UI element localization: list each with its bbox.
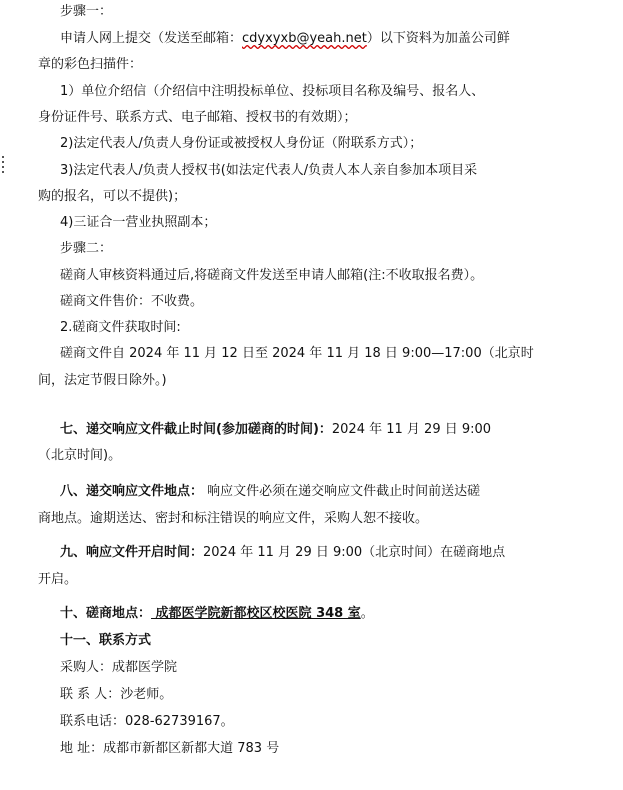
- step2-paragraph: 磋商人审核资料通过后,将磋商文件发送至申请人邮箱(注:不收取报名费）。: [60, 268, 484, 283]
- purchaser-line: 采购人：成都医学院: [60, 660, 178, 675]
- item1-line1: 1）单位介绍信（介绍信中注明投标单位、投标项目名称及编号、报名人、: [60, 84, 485, 99]
- margin-drag-handle[interactable]: [2, 156, 5, 176]
- section10-line: [60, 604, 374, 624]
- section7-title: 七、递交响应文件截止时间(参加磋商的时间)：: [60, 422, 332, 437]
- item4: 4)三证合一营业执照副本；: [60, 215, 217, 230]
- item1-line2: 身份证件号、联系方式、电子邮箱、授权书的有效期）；: [38, 110, 357, 125]
- time-line2: 间，法定节假日除外。): [38, 373, 167, 388]
- step2-heading: 步骤二：: [60, 241, 113, 256]
- section8-line2: 商地点。逾期送达、密封和标注错误的响应文件，采购人恕不接收。: [38, 511, 429, 526]
- section10-title: 十、磋商地点：: [60, 606, 152, 621]
- item2: 2)法定代表人/负责人身份证或被授权人身份证（附联系方式）；: [60, 136, 423, 151]
- section11-title: 十一、联系方式: [60, 633, 152, 648]
- section10-location: 成都医学院新都校区校医院 348 室: [151, 606, 361, 621]
- phone-line: 联系电话：028-62739167。: [60, 714, 234, 729]
- section10-end: 。: [360, 606, 374, 621]
- section7-line2: （北京时间)。: [38, 448, 122, 463]
- item3-line1: 3)法定代表人/负责人授权书(如法定代表人/负责人本人亲自参加本项目采: [60, 163, 478, 178]
- section8-value: 响应文件必须在递交响应文件截止时间前送达磋: [203, 484, 481, 499]
- email-link[interactable]: cdyxyxb@yeah.net: [242, 31, 367, 46]
- section9-value: 2024 年 11 月 29 日 9:00（北京时间）在磋商地点: [203, 545, 506, 560]
- section9-title: 九、响应文件开启时间：: [60, 545, 204, 560]
- section9-line2: 开启。: [38, 572, 78, 587]
- step1-text-post: ）以下资料为加盖公司鲜: [366, 31, 510, 46]
- step1-paragraph-line1: [60, 29, 510, 49]
- item3-line2: 购的报名，可以不提供)；: [38, 189, 187, 204]
- time-heading: 2.磋商文件获取时间:: [60, 320, 181, 335]
- step1-text-pre: 申请人网上提交（发送至邮箱：: [60, 31, 243, 46]
- section7-value: 2024 年 11 月 29 日 9:00: [331, 422, 492, 437]
- address-line: 地 址：成都市新都区新都大道 783 号: [60, 741, 280, 756]
- step1-heading: 步骤一：: [60, 4, 113, 19]
- price-line: 磋商文件售价：不收费。: [60, 294, 204, 309]
- contact-person-line: 联 系 人：沙老师。: [60, 687, 173, 702]
- section7-line1: [60, 420, 491, 440]
- step1-paragraph-line2: 章的彩色扫描件：: [38, 57, 143, 72]
- section9-line1: [60, 543, 505, 563]
- section8-line1: [60, 482, 480, 502]
- section8-title: 八、递交响应文件地点：: [60, 484, 204, 499]
- time-line1: 磋商文件自 2024 年 11 月 12 日至 2024 年 11 月 18 日 9:00—17:00（北京时: [60, 346, 534, 361]
